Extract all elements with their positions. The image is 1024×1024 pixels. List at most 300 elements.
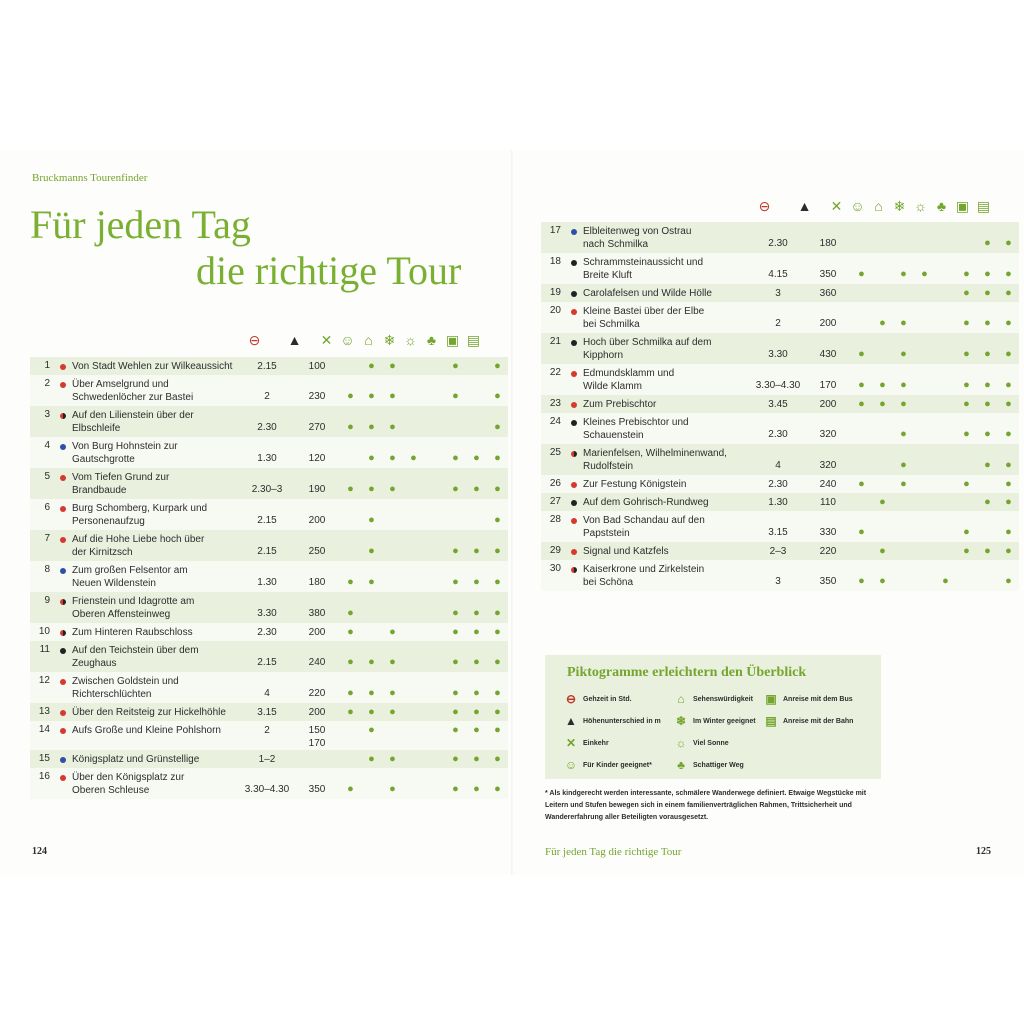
tour-row	[30, 499, 508, 530]
difficulty-dot	[54, 641, 72, 672]
tour-altitude: 180	[294, 561, 340, 592]
tour-name-line: Kleines Prebischtor und	[583, 417, 689, 428]
tour-number: 29	[541, 542, 565, 560]
feature-mark: ●	[998, 395, 1019, 413]
tour-time: 2.15	[240, 641, 294, 672]
tour-name-line: Auf die Hohe Liebe hoch über	[72, 534, 205, 545]
feature-mark: ●	[445, 357, 466, 375]
tour-altitude: 120	[294, 437, 340, 468]
legend-item	[563, 714, 661, 728]
difficulty-dot-icon	[571, 371, 577, 377]
tour-time: 3.30	[751, 333, 805, 364]
feature-mark	[893, 560, 914, 591]
fork-knife-icon: ✕	[320, 332, 333, 348]
tour-name-line: Neuen Wildenstein	[72, 578, 156, 589]
tour-row	[30, 437, 508, 468]
tour-time: 3.15	[751, 511, 805, 542]
tour-number: 18	[541, 253, 565, 284]
difficulty-dot	[565, 253, 583, 284]
feature-mark: ●	[956, 333, 977, 364]
tour-altitude: 110	[805, 493, 851, 511]
tour-number: 14	[30, 721, 54, 750]
tour-row	[541, 395, 1019, 413]
feature-mark: ●	[361, 357, 382, 375]
tour-altitude: 190	[294, 468, 340, 499]
feature-mark	[935, 511, 956, 542]
feature-mark: ●	[466, 672, 487, 703]
tour-time: 2.30	[240, 406, 294, 437]
feature-mark: ●	[466, 641, 487, 672]
tour-time: 3	[751, 284, 805, 302]
tour-name	[583, 253, 751, 284]
feature-mark: ●	[340, 623, 361, 641]
tour-altitude	[294, 750, 340, 768]
difficulty-dot-icon	[60, 757, 66, 763]
tour-number: 6	[30, 499, 54, 530]
feature-mark: ●	[893, 302, 914, 333]
shade-tree-icon: ♣	[677, 758, 685, 772]
feature-mark	[403, 357, 424, 375]
difficulty-dot-icon	[571, 567, 577, 573]
tour-name-line: Kleine Bastei über der Elbe	[583, 306, 705, 317]
feature-mark	[424, 437, 445, 468]
shade-tree-icon: ♣	[936, 198, 947, 214]
feature-mark: ●	[340, 561, 361, 592]
tour-time: 1.30	[751, 493, 805, 511]
tour-name	[72, 750, 240, 768]
feature-mark	[466, 499, 487, 530]
tour-name-line: Elbleitenweg von Ostrau	[583, 226, 692, 237]
feature-mark	[977, 560, 998, 591]
feature-mark	[445, 499, 466, 530]
snowflake-icon: ❄	[383, 332, 396, 348]
feature-mark: ●	[487, 468, 508, 499]
tour-name	[583, 542, 751, 560]
feature-mark: ●	[487, 561, 508, 592]
tour-name-line: Schauenstein	[583, 430, 644, 441]
feature-mark: ●	[998, 560, 1019, 591]
feature-mark: ●	[445, 468, 466, 499]
feature-mark	[424, 561, 445, 592]
difficulty-dot	[54, 406, 72, 437]
feature-mark: ●	[998, 253, 1019, 284]
feature-mark	[403, 623, 424, 641]
tour-name	[72, 641, 240, 672]
feature-mark: ●	[361, 721, 382, 750]
difficulty-dot	[565, 493, 583, 511]
feature-mark	[361, 768, 382, 799]
tour-name-line: Über den Königsplatz zur	[72, 772, 185, 783]
legend-title: Piktogramme erleichtern den Überblick	[567, 665, 807, 680]
feature-mark: ●	[487, 357, 508, 375]
difficulty-dot	[54, 561, 72, 592]
tour-time: 2.30–3	[240, 468, 294, 499]
feature-mark	[382, 721, 403, 750]
feature-mark: ●	[361, 750, 382, 768]
difficulty-dot	[565, 542, 583, 560]
difficulty-dot	[54, 357, 72, 375]
feature-mark: ●	[956, 302, 977, 333]
tour-row	[30, 641, 508, 672]
mountain-icon: ▲	[287, 332, 302, 348]
feature-mark: ●	[998, 302, 1019, 333]
feature-mark	[424, 672, 445, 703]
pictogram-legend	[545, 655, 881, 779]
feature-mark	[424, 468, 445, 499]
tour-altitude: 200	[805, 302, 851, 333]
tour-number: 28	[541, 511, 565, 542]
feature-mark: ●	[466, 592, 487, 623]
tour-number: 26	[541, 475, 565, 493]
feature-mark	[466, 357, 487, 375]
feature-mark: ●	[361, 375, 382, 406]
feature-mark: ●	[487, 721, 508, 750]
tour-time: 4.15	[751, 253, 805, 284]
feature-mark	[403, 499, 424, 530]
tour-name-line: Auf den Lilienstein über der	[72, 410, 194, 421]
feature-mark: ●	[466, 437, 487, 468]
monument-icon: ⌂	[364, 332, 373, 348]
tour-name-line: Auf dem Gohrisch-Rundweg	[583, 497, 709, 508]
feature-mark	[977, 475, 998, 493]
difficulty-dot-icon	[60, 775, 66, 781]
difficulty-dot	[54, 592, 72, 623]
feature-mark: ●	[977, 395, 998, 413]
feature-mark: ●	[445, 768, 466, 799]
feature-mark	[935, 284, 956, 302]
difficulty-dot-icon	[571, 549, 577, 555]
bus-icon: ▣	[955, 198, 970, 214]
tour-name-line: Von Bad Schandau auf den	[583, 515, 705, 526]
tour-altitude: 240	[294, 641, 340, 672]
feature-mark	[914, 413, 935, 444]
feature-mark	[424, 499, 445, 530]
tour-name	[72, 499, 240, 530]
feature-mark: ●	[445, 592, 466, 623]
tour-name-line: Marienfelsen, Wilhelminenwand,	[583, 448, 727, 459]
feature-mark	[914, 475, 935, 493]
feature-mark: ●	[382, 768, 403, 799]
feature-mark: ●	[998, 511, 1019, 542]
difficulty-dot-icon	[60, 710, 66, 716]
tour-table-left	[30, 357, 508, 799]
feature-mark	[466, 375, 487, 406]
tour-name	[72, 721, 240, 750]
tour-name-line: Über Amselgrund und	[72, 379, 169, 390]
feature-mark	[872, 413, 893, 444]
tour-altitude	[294, 721, 340, 750]
tour-name	[72, 530, 240, 561]
feature-mark: ●	[851, 475, 872, 493]
tour-row	[30, 357, 508, 375]
tour-name-line: bei Schmilka	[583, 319, 640, 330]
feature-mark	[851, 222, 872, 253]
tour-row	[541, 302, 1019, 333]
feature-mark: ●	[445, 375, 466, 406]
tour-row	[30, 375, 508, 406]
feature-mark: ●	[872, 395, 893, 413]
feature-mark: ●	[382, 406, 403, 437]
feature-mark: ●	[466, 750, 487, 768]
feature-mark	[914, 542, 935, 560]
feature-mark	[851, 413, 872, 444]
clock-icon: ⊖	[565, 692, 577, 706]
tour-name-line: Kipphorn	[583, 350, 624, 361]
tour-altitude: 170	[805, 364, 851, 395]
feature-mark	[893, 542, 914, 560]
tour-altitude: 200	[294, 623, 340, 641]
tour-name	[72, 703, 240, 721]
tour-name	[583, 222, 751, 253]
feature-mark: ●	[977, 284, 998, 302]
feature-mark: ●	[445, 561, 466, 592]
page-number-right: 125	[976, 846, 991, 857]
feature-mark: ●	[445, 437, 466, 468]
fork-knife-icon: ✕	[830, 198, 843, 214]
tour-name-line: Schrammsteinaussicht und	[583, 257, 704, 268]
difficulty-dot	[54, 703, 72, 721]
tour-time: 4	[240, 672, 294, 703]
tour-number: 30	[541, 560, 565, 591]
train-icon: ▤	[466, 332, 481, 348]
clock-icon: ⊖	[248, 332, 261, 348]
tour-name-line: Über den Reitsteig zur Hickelhöhle	[72, 707, 226, 718]
monument-icon: ⌂	[677, 692, 685, 706]
feature-mark: ●	[382, 750, 403, 768]
legend-label: Höhenunterschied in m	[583, 717, 661, 725]
difficulty-dot	[54, 437, 72, 468]
tour-number: 10	[30, 623, 54, 641]
tour-number: 3	[30, 406, 54, 437]
tour-name-line: Signal und Katzfels	[583, 546, 669, 557]
tour-time: 1.30	[240, 561, 294, 592]
feature-mark	[424, 375, 445, 406]
tour-number: 2	[30, 375, 54, 406]
mountain-icon: ▲	[797, 198, 812, 214]
feature-mark: ●	[403, 437, 424, 468]
tour-name	[583, 444, 751, 475]
tour-name-line: Oberen Schleuse	[72, 785, 150, 796]
difficulty-dot-icon	[571, 500, 577, 506]
tour-altitude: 270	[294, 406, 340, 437]
feature-mark	[340, 357, 361, 375]
feature-mark	[935, 542, 956, 560]
legend-item	[673, 714, 756, 728]
tour-number: 23	[541, 395, 565, 413]
tour-name-line: Elbschleife	[72, 423, 121, 434]
feature-mark	[361, 623, 382, 641]
tour-time: 2–3	[751, 542, 805, 560]
difficulty-dot-icon	[60, 413, 66, 419]
tour-time: 3.30–4.30	[240, 768, 294, 799]
snowflake-icon: ❄	[893, 198, 906, 214]
difficulty-dot-icon	[60, 475, 66, 481]
feature-mark	[340, 530, 361, 561]
tour-number: 5	[30, 468, 54, 499]
feature-mark	[893, 511, 914, 542]
feature-mark: ●	[851, 364, 872, 395]
tour-row	[30, 623, 508, 641]
shade-tree-icon: ♣	[426, 332, 437, 348]
feature-mark: ●	[998, 475, 1019, 493]
icon-header-left	[246, 331, 486, 351]
difficulty-dot	[54, 672, 72, 703]
difficulty-dot	[565, 302, 583, 333]
smiley-icon: ☺	[340, 332, 355, 348]
tour-table-right	[541, 222, 1019, 591]
bus-icon: ▣	[445, 332, 460, 348]
tour-altitude: 350	[294, 768, 340, 799]
tour-number: 13	[30, 703, 54, 721]
feature-mark: ●	[872, 542, 893, 560]
difficulty-dot-icon	[571, 402, 577, 408]
feature-mark	[403, 750, 424, 768]
legend-label: Schattiger Weg	[693, 761, 744, 769]
feature-mark	[872, 284, 893, 302]
feature-mark: ●	[445, 721, 466, 750]
page-number-left: 124	[32, 846, 47, 857]
tour-time: 2	[240, 375, 294, 406]
tour-number: 20	[541, 302, 565, 333]
tour-name	[72, 592, 240, 623]
feature-mark: ●	[487, 375, 508, 406]
feature-mark: ●	[956, 413, 977, 444]
feature-mark	[893, 493, 914, 511]
feature-mark	[935, 364, 956, 395]
feature-mark	[851, 493, 872, 511]
tour-name	[72, 437, 240, 468]
feature-mark	[424, 703, 445, 721]
feature-mark	[872, 222, 893, 253]
feature-mark	[914, 364, 935, 395]
tour-time: 3.30–4.30	[751, 364, 805, 395]
tour-altitude: 180	[805, 222, 851, 253]
tour-row	[30, 768, 508, 799]
tour-name	[583, 475, 751, 493]
legend-item	[563, 736, 609, 750]
tour-altitude: 380	[294, 592, 340, 623]
tour-name-line: Kaiserkrone und Zirkelstein	[583, 564, 705, 575]
tour-number: 17	[541, 222, 565, 253]
tour-time: 3.30	[240, 592, 294, 623]
difficulty-dot-icon	[571, 451, 577, 457]
feature-mark	[403, 375, 424, 406]
tour-row	[30, 530, 508, 561]
tour-altitude: 200	[294, 703, 340, 721]
feature-mark	[977, 511, 998, 542]
legend-item	[673, 758, 744, 772]
running-title: Für jeden Tag die richtige Tour	[545, 846, 682, 858]
feature-mark: ●	[382, 357, 403, 375]
feature-mark	[445, 406, 466, 437]
feature-mark	[424, 768, 445, 799]
feature-mark: ●	[487, 406, 508, 437]
feature-mark: ●	[487, 750, 508, 768]
tour-altitude: 220	[294, 672, 340, 703]
feature-mark	[424, 641, 445, 672]
feature-mark: ●	[872, 302, 893, 333]
difficulty-dot	[565, 413, 583, 444]
difficulty-dot	[565, 333, 583, 364]
feature-mark: ●	[487, 623, 508, 641]
feature-mark: ●	[487, 499, 508, 530]
difficulty-dot-icon	[60, 506, 66, 512]
feature-mark	[956, 222, 977, 253]
feature-mark: ●	[340, 375, 361, 406]
sun-icon: ☼	[675, 736, 687, 750]
tour-row	[541, 560, 1019, 591]
feature-mark: ●	[893, 475, 914, 493]
feature-mark: ●	[956, 253, 977, 284]
legend-label: Für Kinder geeignet*	[583, 761, 652, 769]
title-line-1: Für jeden Tag	[30, 202, 251, 247]
legend-item	[763, 692, 853, 706]
feature-mark	[403, 468, 424, 499]
feature-mark: ●	[893, 413, 914, 444]
feature-mark	[403, 530, 424, 561]
monument-icon: ⌂	[874, 198, 883, 214]
tour-time: 2	[751, 302, 805, 333]
tour-altitude: 220	[805, 542, 851, 560]
feature-mark: ●	[977, 444, 998, 475]
tour-name-line: Oberen Affensteinweg	[72, 609, 171, 620]
feature-mark: ●	[956, 395, 977, 413]
tour-name-line: Richterschlüchten	[72, 689, 152, 700]
feature-mark: ●	[340, 768, 361, 799]
difficulty-dot-icon	[571, 340, 577, 346]
difficulty-dot	[565, 222, 583, 253]
tour-altitude: 200	[294, 499, 340, 530]
feature-mark: ●	[361, 641, 382, 672]
smiley-icon: ☺	[564, 758, 578, 772]
tour-name	[583, 493, 751, 511]
feature-mark: ●	[872, 364, 893, 395]
difficulty-dot	[565, 560, 583, 591]
feature-mark: ●	[998, 542, 1019, 560]
tour-altitude-value: 150	[308, 725, 326, 736]
feature-mark	[956, 560, 977, 591]
feature-mark: ●	[340, 592, 361, 623]
tour-name	[72, 623, 240, 641]
tour-name	[72, 357, 240, 375]
feature-mark: ●	[361, 672, 382, 703]
feature-mark	[382, 530, 403, 561]
feature-mark: ●	[361, 437, 382, 468]
tour-name-line: Zum großen Felsentor am	[72, 565, 188, 576]
feature-mark	[935, 444, 956, 475]
feature-mark: ●	[361, 499, 382, 530]
feature-mark	[914, 444, 935, 475]
feature-mark	[935, 302, 956, 333]
difficulty-dot	[54, 768, 72, 799]
feature-mark: ●	[445, 703, 466, 721]
legend-label: Gehzeit in Std.	[583, 695, 632, 703]
tour-time: 1.30	[240, 437, 294, 468]
tour-name-line: Edmundsklamm und	[583, 368, 675, 379]
feature-mark: ●	[977, 333, 998, 364]
feature-mark: ●	[893, 444, 914, 475]
tour-time: 2.15	[240, 357, 294, 375]
feature-mark: ●	[382, 468, 403, 499]
feature-mark	[424, 357, 445, 375]
tour-number: 25	[541, 444, 565, 475]
feature-mark	[424, 530, 445, 561]
feature-mark: ●	[382, 672, 403, 703]
tour-name	[583, 364, 751, 395]
feature-mark	[914, 560, 935, 591]
feature-mark: ●	[466, 530, 487, 561]
legend-item	[673, 692, 753, 706]
